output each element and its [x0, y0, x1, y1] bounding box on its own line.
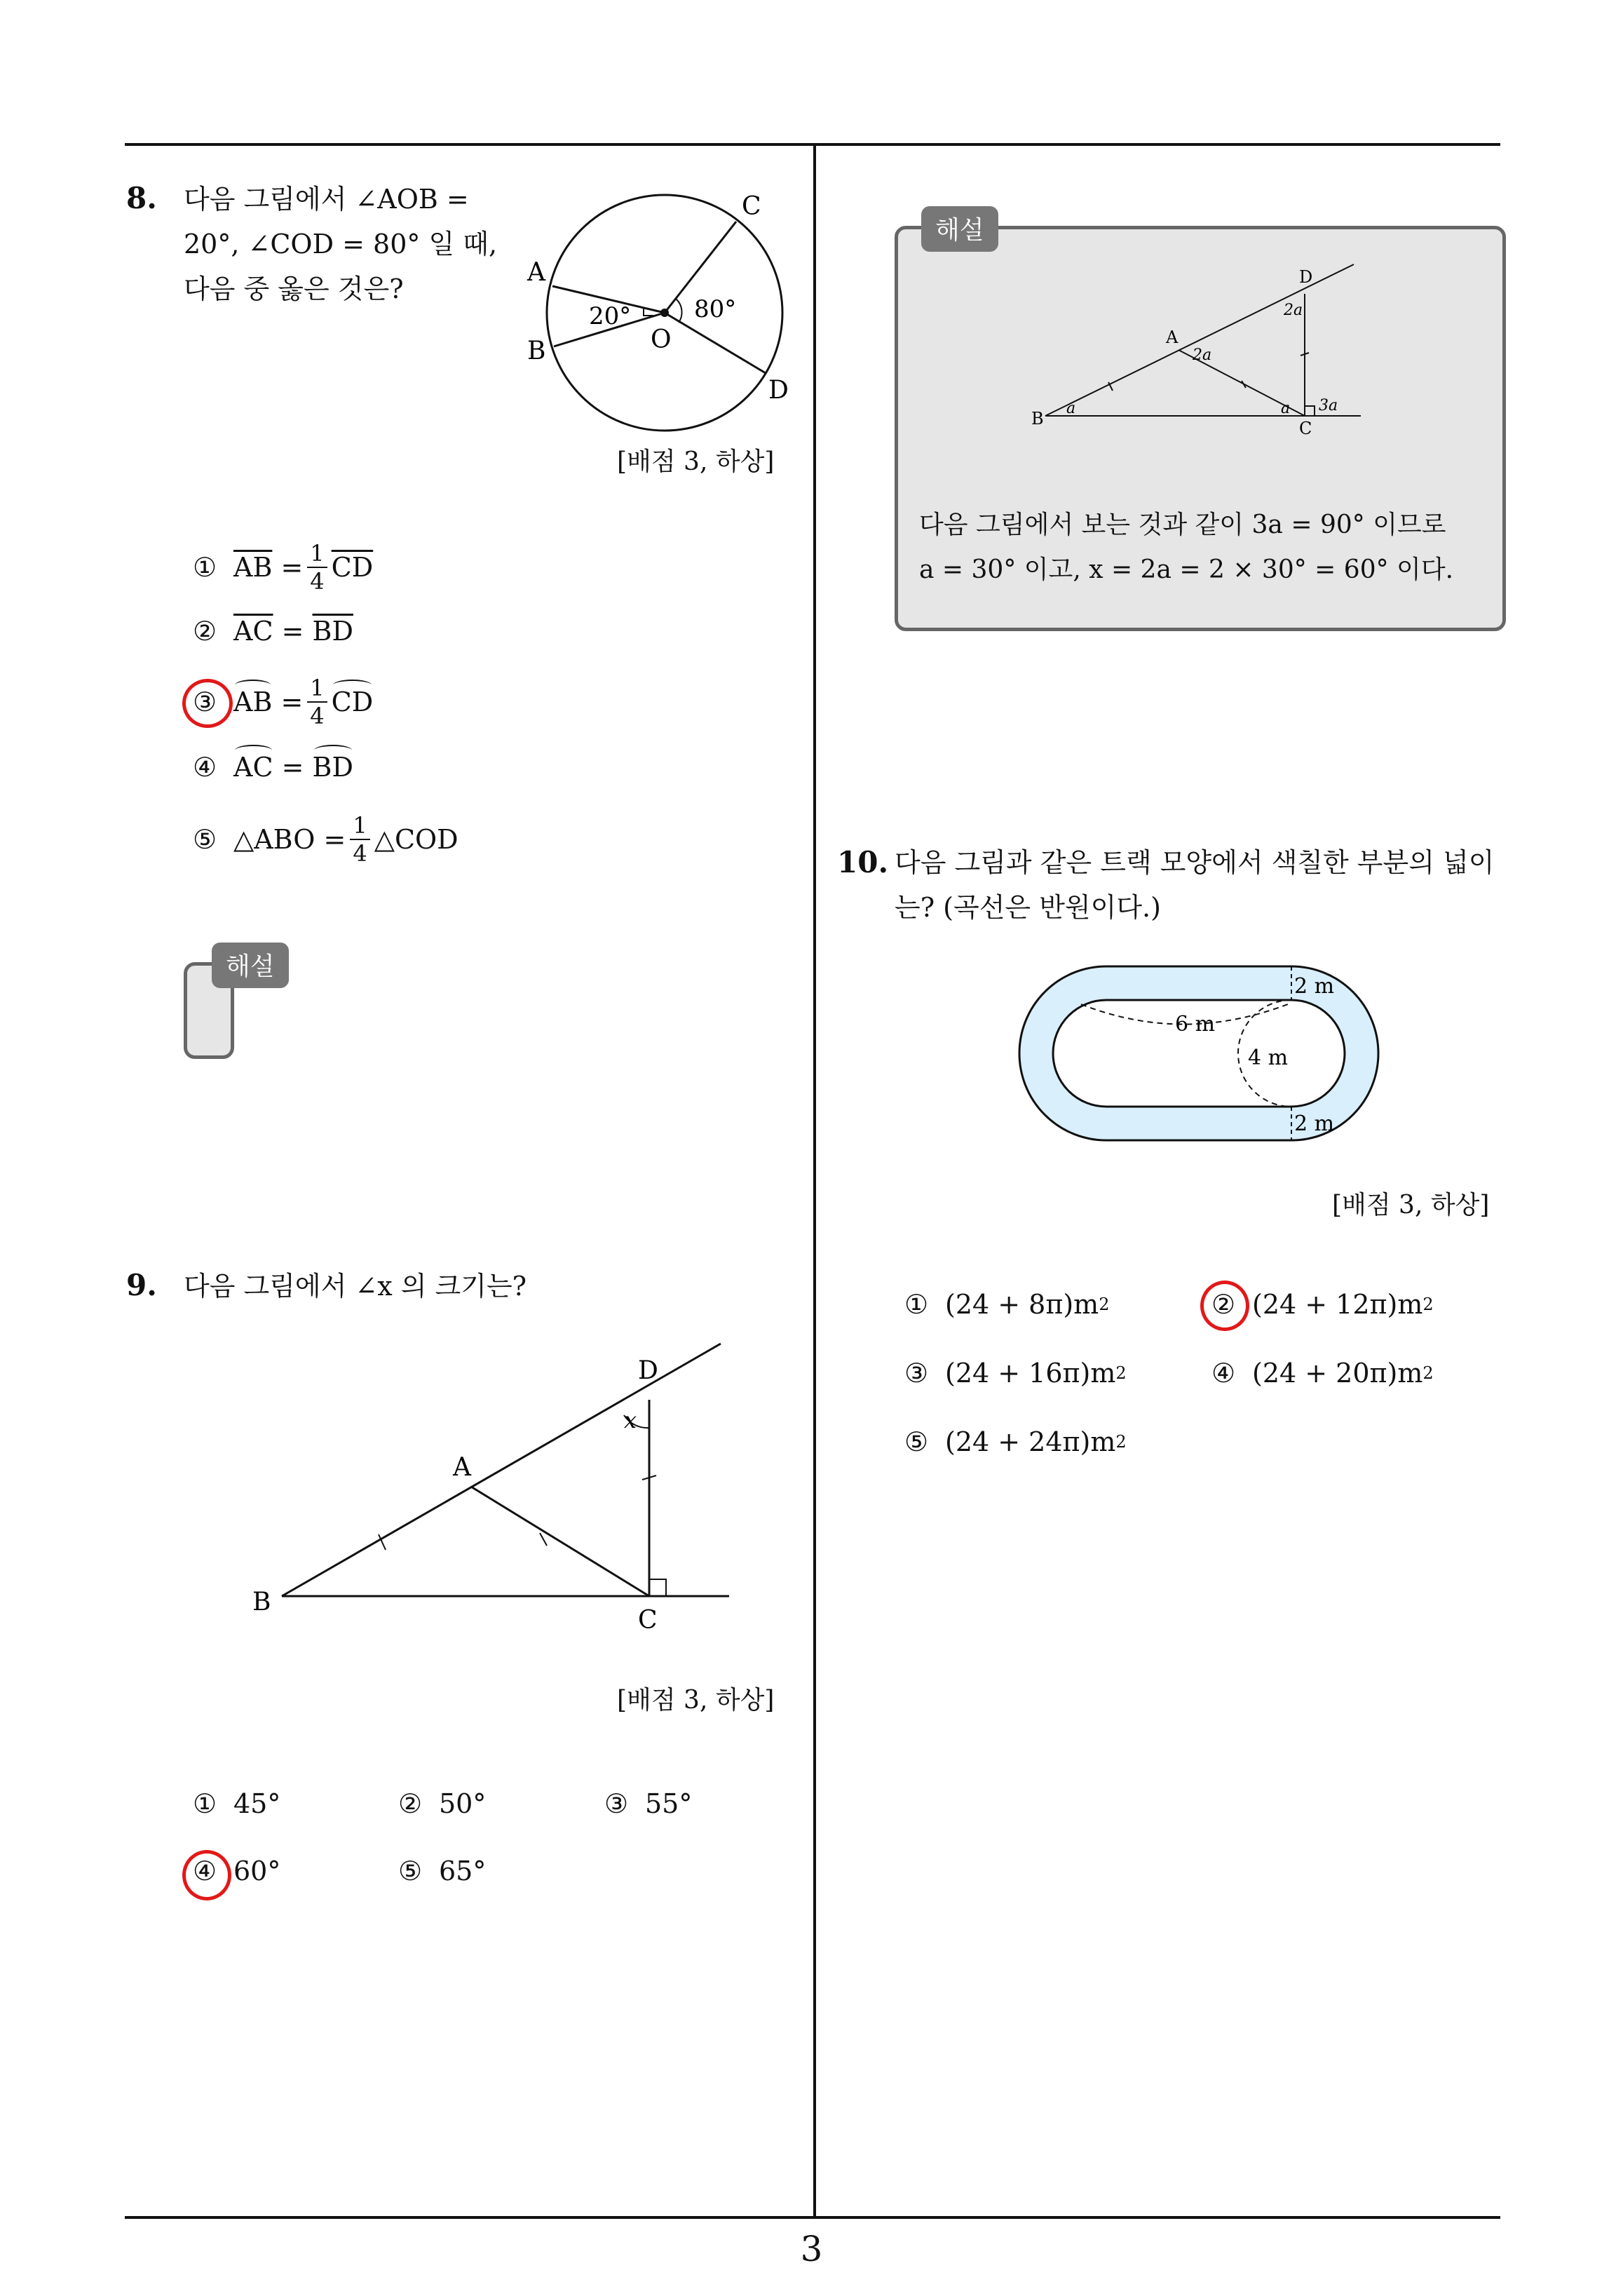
- q9-option-1[interactable]: ① 45°: [193, 1788, 281, 1819]
- q10-label-top: 2 m: [1294, 974, 1335, 999]
- q8-option-4[interactable]: ④ AC = BD: [193, 752, 353, 783]
- q9-explanation-line-1: 다음 그림에서 보는 것과 같이 3a = 90° 이므로: [919, 511, 1446, 539]
- q10-label-bottom: 2 m: [1294, 1112, 1335, 1136]
- exp-label-d: D: [1299, 267, 1313, 287]
- q10-option-4[interactable]: ④ (24 + 20π)m 2: [1211, 1358, 1434, 1389]
- q8-option-3[interactable]: ③ AB = $\frac{1}{4}$ CD: [193, 675, 374, 729]
- q8-score: [배점 3, 하상]: [617, 447, 775, 476]
- bottom-rule: [125, 2216, 1500, 2219]
- q8-option-1[interactable]: ① $\overline{AB}$ = $\frac{1}{4}$ $\overline{CD}$: [193, 540, 374, 595]
- q10-number: 10.: [837, 845, 889, 879]
- q8-circle-figure: [519, 182, 799, 435]
- q8-label-d: D: [768, 376, 789, 405]
- exp-label-3a: 3a: [1319, 397, 1338, 414]
- q8-answer-circle: [182, 679, 233, 728]
- q9-label-c: C: [638, 1606, 658, 1635]
- page-number: 3: [800, 2229, 823, 2269]
- q10-track-figure: [1017, 961, 1395, 1150]
- q10-question: [895, 840, 1498, 930]
- q8-label-c: C: [742, 192, 761, 221]
- q8-label-o: O: [651, 325, 672, 354]
- exp-label-b: B: [1031, 409, 1044, 428]
- q8-number: 8.: [126, 181, 157, 215]
- q8-question: [184, 177, 506, 311]
- q10-line-1: 다음 그림과 같은 트랙 모양에서 색칠한 부분의 넓이: [895, 847, 1495, 878]
- q8-line-2: 20°, ∠COD = 80° 일 때,: [184, 229, 498, 259]
- top-rule: [125, 143, 1500, 146]
- q9-label-d: D: [638, 1356, 658, 1385]
- q9-option-4[interactable]: ④ 60°: [193, 1856, 281, 1886]
- q8-label-b: B: [527, 337, 546, 365]
- q8-line-3: 다음 중 옳은 것은?: [184, 274, 404, 304]
- q9-label-a: A: [453, 1453, 471, 1482]
- q8-option-5[interactable]: ⑤ △ABO = $\frac{1}{4}$ △COD: [193, 812, 459, 867]
- q9-option-5[interactable]: ⑤ 65°: [398, 1856, 487, 1886]
- q10-option-5[interactable]: ⑤ (24 + 24π)m 2: [904, 1426, 1127, 1457]
- q9-label-b: B: [252, 1588, 271, 1616]
- q8-label-angle2: 80°: [694, 295, 737, 323]
- column-divider: [813, 143, 816, 2217]
- q10-score: [배점 3, 하상]: [1332, 1191, 1490, 1220]
- q8-label-a: A: [527, 258, 545, 287]
- q10-label-mid: 4 m: [1248, 1046, 1289, 1070]
- q10-label-length: 6 m: [1175, 1012, 1216, 1036]
- q9-explanation-figure: [1031, 257, 1375, 440]
- q9-option-2[interactable]: ② 50°: [398, 1788, 487, 1819]
- exp-label-2a-1: 2a: [1193, 346, 1212, 364]
- q10-option-3[interactable]: ③ (24 + 16π)m 2: [904, 1358, 1127, 1389]
- q9-number: 9.: [126, 1268, 157, 1302]
- exp-label-a: A: [1166, 327, 1179, 347]
- q10-option-2[interactable]: ② (24 + 12π)m 2: [1211, 1289, 1434, 1320]
- q9-score: [배점 3, 하상]: [617, 1686, 775, 1715]
- q9-question: 다음 그림에서 ∠x 의 크기는?: [184, 1271, 527, 1302]
- q8-option-2[interactable]: ② $\overline{AC}$ = $\overline{BD}$: [193, 616, 353, 647]
- q8-explanation-tag[interactable]: 해설: [212, 943, 289, 988]
- q8-label-angle1: 20°: [589, 302, 632, 330]
- q9-triangle-figure: [252, 1332, 743, 1641]
- exp-label-c: C: [1299, 419, 1312, 438]
- exp-label-2a-2: 2a: [1284, 302, 1303, 319]
- exp-label-a2: a: [1281, 400, 1291, 417]
- q8-line-1: 다음 그림에서 ∠AOB =: [184, 184, 469, 215]
- q9-answer-circle: [182, 1850, 231, 1900]
- q10-line-2: 는? (곡선은 반원이다.): [895, 892, 1161, 923]
- q10-answer-circle: [1200, 1281, 1249, 1331]
- q9-explanation-box: [895, 226, 1506, 631]
- q9-option-3[interactable]: ③ 55°: [604, 1788, 693, 1819]
- q9-label-x: x: [624, 1407, 637, 1433]
- q9-explanation-line-2: a = 30° 이고, x = 2a = 2 × 30° = 60° 이다.: [919, 555, 1454, 584]
- exp-label-a1: a: [1066, 400, 1076, 417]
- q9-explanation-tag[interactable]: 해설: [921, 206, 998, 252]
- q9-explanation-text: [919, 503, 1487, 593]
- q10-option-1[interactable]: ① (24 + 8π)m 2: [904, 1289, 1110, 1320]
